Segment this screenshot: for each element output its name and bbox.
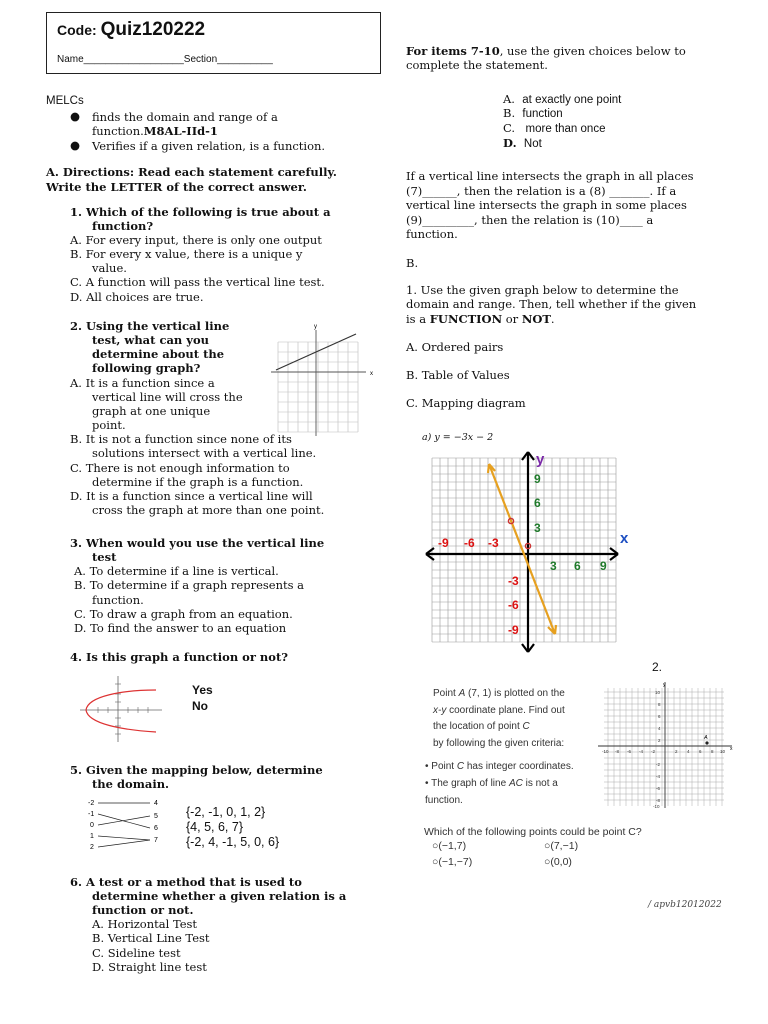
q4-yes: Yes (192, 683, 213, 697)
criterion-1: • Point C has integer coordinates. (425, 761, 574, 772)
y-tick: 6 (658, 714, 661, 719)
items-7-10-paragraph-5: function. (406, 227, 458, 241)
q6-stem-1: 6. A test or a method that is used to (70, 875, 302, 889)
statement-line-1: Point A (7, 1) is plotted on the (433, 688, 565, 699)
choice-b: B. function (503, 106, 563, 120)
domain-value: 2 (90, 844, 94, 851)
axis-label-y: y (663, 682, 666, 688)
items-7-10-paragraph-2: (7)______, then the relation is a (8) _______. If a (406, 184, 677, 198)
choice-c: C. more than once (503, 121, 606, 135)
section-b-instruction-3: is a FUNCTION or NOT. (406, 312, 555, 326)
bullet-dot: ● (70, 138, 81, 152)
y-tick-label: -3 (508, 574, 519, 588)
q5-choice-3: {-2, 4, -1, 5, 0, 6} (186, 835, 280, 849)
problem-2-statement (433, 686, 565, 752)
x-tick: -8 (615, 749, 620, 754)
y-tick: 2 (658, 738, 661, 743)
q6-stem-3: function or not. (92, 903, 194, 917)
q1-stem-1: 1. Which of the following is true about a (70, 205, 331, 219)
items-7-10-paragraph-4: (9)_________, then the relation is (10)____ a (406, 213, 654, 227)
melc-1-line-1: finds the domain and range of a (92, 110, 278, 124)
choice-a: A. at exactly one point (503, 92, 622, 106)
x-tick: 8 (711, 749, 714, 754)
q6-option-d: D. Straight line test (92, 960, 207, 974)
axis-label-x: x (730, 746, 733, 752)
q2-stem-4: following graph? (92, 361, 201, 375)
y-tick: 10 (655, 690, 661, 695)
criterion-2: • The graph of line AC is not a (425, 778, 558, 789)
q1-option-b-1: B. For every x value, there is a unique y (70, 247, 303, 261)
x-tick-label: 6 (574, 559, 581, 573)
x-tick: -6 (627, 749, 632, 754)
y-tick: -10 (653, 804, 660, 809)
q3-option-c: C. To draw a graph from an equation. (74, 607, 293, 621)
section-b-option-a: A. Ordered pairs (406, 340, 504, 354)
x-tick: -4 (639, 749, 644, 754)
items-7-10-paragraph-3: vertical line intersects the graph in some places (406, 198, 687, 212)
criterion-2-cont: function. (425, 795, 463, 806)
bullet-dot: ● (70, 109, 81, 123)
q4-stem: 4. Is this graph a function or not? (70, 650, 289, 664)
section-b-instruction-1: 1. Use the given graph below to determine the (406, 283, 679, 297)
x-tick-label: -6 (464, 536, 475, 550)
melc-2: Verifies if a given relation, is a function. (92, 139, 326, 153)
q2-option-c-2: determine if the graph is a function. (92, 475, 304, 489)
statement-line-3: the location of point C (433, 721, 530, 732)
y-tick-label: 9 (534, 472, 541, 486)
x-tick: 6 (699, 749, 702, 754)
q2-option-d-1: D. It is a function since a vertical line will (70, 489, 313, 503)
option-1[interactable]: ○(−1,7) (432, 840, 467, 852)
choice-d: D. Not (503, 136, 542, 150)
items-7-10-instructions-1: For items 7-10, use the given choices below to (406, 44, 686, 58)
section-a-directions-1: A. Directions: Read each statement carefully. (46, 165, 337, 179)
domain-value: -2 (88, 800, 95, 807)
q6-stem-2: determine whether a given relation is a (92, 889, 347, 903)
q1-option-a: A. For every input, there is only one output (70, 233, 322, 247)
q2-option-c-1: C. There is not enough information to (70, 461, 290, 475)
x-tick: 2 (675, 749, 678, 754)
q3-stem-2: test (92, 550, 117, 564)
items-7-10-instructions-2: complete the statement. (406, 58, 548, 72)
option-2[interactable]: ○(7,−1) (544, 840, 579, 852)
y-tick: 8 (658, 702, 661, 707)
q2-stem-3: determine about the (92, 347, 225, 361)
linear-function-graph (420, 446, 630, 658)
y-tick-label: 6 (534, 496, 541, 510)
y-tick-label: -9 (508, 623, 519, 637)
x-tick-label: -9 (438, 536, 449, 550)
code-box (46, 12, 381, 74)
radio-icon: ○ (432, 856, 439, 868)
statement-line-4: by following the given criteria: (433, 737, 565, 749)
x-tick: 4 (687, 749, 690, 754)
melc-1-line-2: function.M8AL-IId-1 (92, 124, 218, 138)
range-value: 7 (154, 837, 158, 844)
q6-option-a: A. Horizontal Test (92, 917, 198, 931)
q5-stem-1: 5. Given the mapping below, determine (70, 763, 323, 777)
q5-choice-1: {-2, -1, 0, 1, 2} (186, 805, 266, 819)
x-tick: 10 (720, 749, 726, 754)
q5-mapping-diagram (86, 798, 168, 852)
graph-equation: a) y = −3x − 2 (422, 432, 494, 443)
domain-value: 1 (90, 833, 94, 840)
y-tick: -8 (656, 798, 661, 803)
radio-icon: ○ (432, 840, 439, 852)
point-a-label: A (704, 735, 708, 741)
y-tick: -6 (656, 786, 661, 791)
q2-option-b-1: B. It is not a function since none of its (70, 432, 292, 446)
q3-option-d: D. To find the answer to an equation (74, 621, 287, 635)
q2-option-a-2: vertical line will cross the (92, 390, 243, 404)
section-b-label: B. (406, 256, 419, 270)
domain-value: -1 (88, 811, 95, 818)
q4-no: No (192, 699, 208, 713)
option-3[interactable]: ○(−1,−7) (432, 856, 473, 868)
range-value: 5 (154, 813, 158, 820)
items-7-10-paragraph-1: If a vertical line intersects the graph in all places (406, 169, 694, 183)
y-axis-label: y (536, 451, 545, 468)
y-tick-label: -6 (508, 598, 519, 612)
q6-option-b: B. Vertical Line Test (92, 931, 210, 945)
y-tick-label: 3 (534, 521, 541, 535)
problem-2-grid (596, 680, 736, 810)
x-tick: -10 (602, 749, 609, 754)
section-b-option-c: C. Mapping diagram (406, 396, 526, 410)
q6-option-c: C. Sideline test (92, 946, 181, 960)
problem-2-criteria (425, 758, 574, 809)
range-value: 4 (154, 800, 158, 807)
x-tick: -2 (651, 749, 656, 754)
q3-option-b-1: B. To determine if a graph represents a (74, 578, 305, 592)
q2-stem-2: test, what can you (92, 333, 209, 347)
q1-option-c: C. A function will pass the vertical line test. (70, 275, 325, 289)
domain-value: 0 (90, 822, 94, 829)
section-a-directions-2: Write the LETTER of the correct answer. (46, 180, 307, 194)
q3-option-b-2: function. (92, 593, 144, 607)
point-a (705, 741, 708, 744)
q2-option-a-4: point. (92, 418, 126, 432)
x-tick-label: 3 (550, 559, 557, 573)
q2-option-a-3: graph at one unique (92, 404, 211, 418)
function-line (489, 464, 555, 634)
q4-parabola-graph (78, 672, 164, 744)
option-4[interactable]: ○(0,0) (544, 856, 572, 868)
section-b-option-b: B. Table of Values (406, 368, 510, 382)
quiz-code: Code: Quiz120222 (57, 19, 206, 40)
problem-2-question: Which of the following points could be point C? (424, 826, 642, 838)
q3-option-a: A. To determine if a line is vertical. (74, 564, 279, 578)
q1-option-d: D. All choices are true. (70, 290, 204, 304)
y-tick: -2 (656, 762, 661, 767)
q2-stem-1: 2. Using the vertical line (70, 319, 230, 333)
q2-line-graph (268, 322, 380, 440)
x-tick-label: -3 (488, 536, 499, 550)
x-tick-label: 9 (600, 559, 607, 573)
radio-icon: ○ (544, 856, 551, 868)
range-value: 6 (154, 825, 158, 832)
radio-icon: ○ (544, 840, 551, 852)
axis-label-y: y (314, 324, 317, 330)
problem-2-number: 2. (652, 660, 663, 674)
footer-stamp: / apvb12012022 (648, 900, 722, 910)
q2-option-a-1: A. It is a function since a (70, 376, 215, 390)
q2-option-d-2: cross the graph at more than one point. (92, 503, 325, 517)
section-b-instruction-2: domain and range. Then, tell whether if the given (406, 297, 697, 311)
q2-option-b-2: solutions intersect with a vertical line. (92, 446, 317, 460)
y-tick: -4 (656, 774, 661, 779)
statement-line-2: x-y coordinate plane. Find out (433, 704, 565, 716)
q1-option-b-2: value. (92, 261, 127, 275)
q3-stem-1: 3. When would you use the vertical line (70, 536, 325, 550)
axis-label-x: x (370, 371, 373, 377)
q1-stem-2: function? (92, 219, 154, 233)
x-axis-label: x (620, 530, 629, 547)
q5-stem-2: the domain. (92, 777, 170, 791)
melcs-title: MELCs (46, 95, 84, 107)
y-tick: 4 (658, 726, 661, 731)
q5-choice-2: {4, 5, 6, 7} (186, 820, 243, 834)
name-section-line: Name__________________Section__________ (57, 54, 273, 65)
